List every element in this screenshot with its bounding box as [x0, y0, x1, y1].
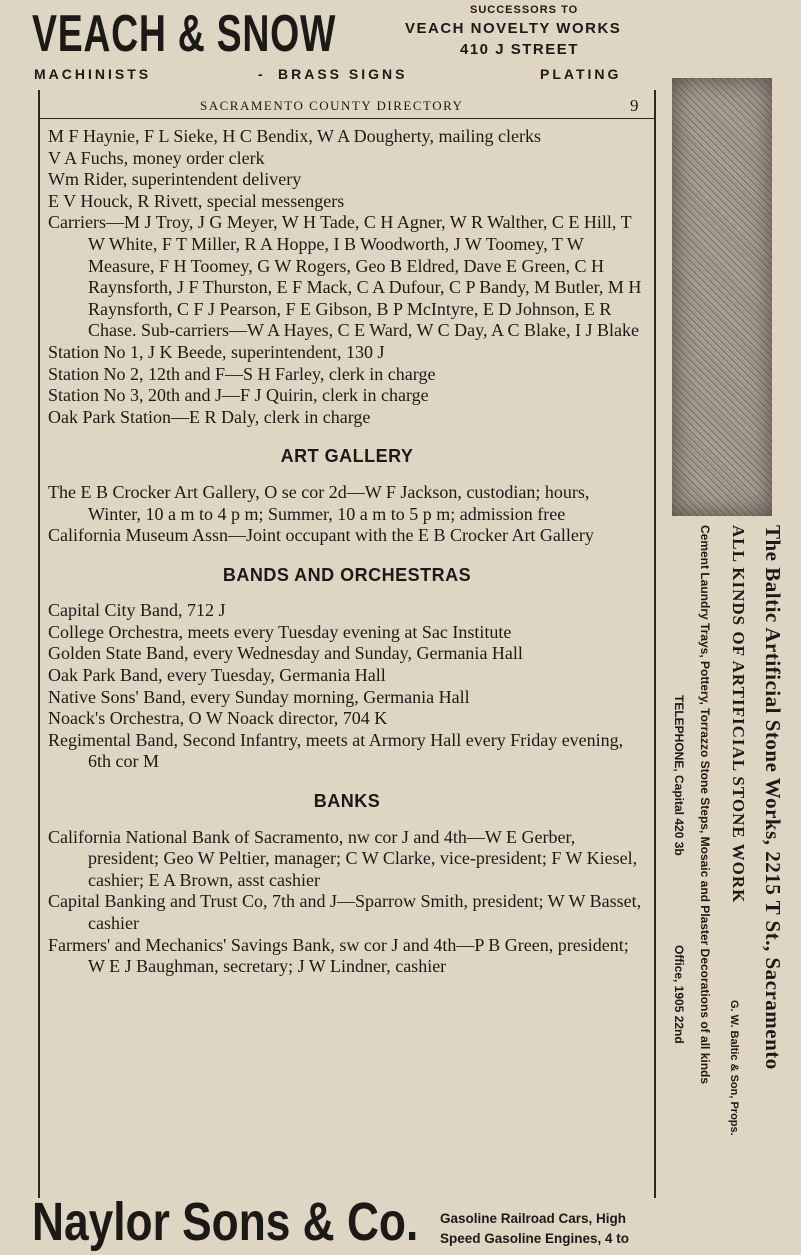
section-heading-banks: BANKS — [313, 791, 381, 812]
side-advertisement — [660, 525, 801, 1215]
directory-entry: California Museum Assn—Joint occupant with the E B Crocker Art Gallery — [48, 525, 594, 546]
directory-entry: Station No 3, 20th and J—F J Quirin, clerk in charge — [48, 385, 429, 406]
bottom-advertisement — [0, 1192, 801, 1255]
ad-gasoline-line-2: Speed Gasoline Engines, 4 to — [440, 1231, 630, 1246]
directory-entry: Farmers' and Mechanics' Savings Bank, sw cor J and 4th—P B Green, president; W E J Baughman, secretary; J W Lindner, cashier — [48, 934, 629, 977]
directory-entry: Oak Park Station—E R Daly, clerk in charge — [48, 406, 371, 427]
ad-street-address: 410 J STREET — [460, 41, 579, 58]
directory-page — [38, 90, 656, 1198]
directory-entry: Oak Park Band, every Tuesday, Germania Hall — [48, 665, 386, 686]
page-number: 9 — [630, 96, 639, 115]
directory-entry: Station No 2, 12th and F—S H Farley, clerk in charge — [48, 363, 436, 384]
ad-brand-naylor: Naylor Sons & Co. — [32, 1192, 419, 1252]
ad-gasoline-line-1: Gasoline Railroad Cars, High — [440, 1211, 627, 1226]
section-heading-art-gallery: ART GALLERY — [280, 446, 414, 467]
section-heading-bands: BANDS AND ORCHESTRAS — [222, 564, 472, 585]
side-ad-telephone: TELEPHONE, Capital 420 3b — [672, 695, 686, 856]
side-ad-stone-work: ALL KINDS OF ARTIFICIAL STONE WORK — [729, 525, 748, 904]
side-ad-products: Cement Laundry Trays, Pottery, Torrazzo Stone Steps, Mosaic and Plaster Decorations of all kinds — [698, 525, 712, 1085]
ad-brass-signs: BRASS SIGNS — [278, 66, 408, 82]
directory-entry: Capital Banking and Trust Co, 7th and J—Sparrow Smith, president; W W Basset, cashier — [48, 891, 642, 933]
directory-entry: Carriers—M J Troy, J G Meyer, W H Tade, C H Agner, W R Walther, C E Hill, T W White, F T Miller, R A Hoppe, I B Woodworth, J W Toomey, T W Measure, F H Toomey, G W Rogers, Geo B Eldred, Dave E Green, C H Raynsforth, J F Thurston, E F Mack, C A Dufour, C P Bandy, M Butler, M H Raynsforth, C F J Pearson, F E Gibson, B P McIntyre, E D Johnson, E R Chase. Sub-carriers—W A Hayes, C E Ward, W C Day, A C Blake, I J Blake — [48, 212, 642, 341]
directory-entry: Golden State Band, every Wednesday and Sunday, Germania Hall — [48, 643, 523, 664]
ad-machinists: MACHINISTS — [34, 66, 152, 82]
directory-entry: College Orchestra, meets every Tuesday evening at Sac Institute — [48, 621, 512, 642]
ad-separator: - — [258, 66, 266, 82]
directory-entry: California National Bank of Sacramento, nw cor J and 4th—W E Gerber, president; Geo W Peltier, manager; C W Clarke, vice-president; F W Kiesel, cashier; E A Brown, asst cashier — [48, 826, 638, 890]
directory-entry: Regimental Band, Second Infantry, meets at Armory Hall every Friday evening, 6th cor M — [48, 729, 624, 772]
directory-body — [48, 126, 646, 978]
ad-plating: PLATING — [540, 66, 622, 82]
ad-brand-veach-snow: VEACH & SNOW — [32, 5, 337, 63]
directory-entry: V A Fuchs, money order clerk — [48, 147, 265, 168]
running-head: SACRAMENTO COUNTY DIRECTORY — [200, 98, 464, 113]
page-header — [40, 94, 654, 116]
ad-gasoline-text — [440, 1209, 629, 1249]
side-ad-company: The Baltic Artificial Stone Works, 2215 T St., Sacramento — [761, 525, 785, 1070]
directory-entry: Wm Rider, superintendent delivery — [48, 169, 302, 190]
directory-entry: Capital City Band, 712 J — [48, 600, 226, 621]
directory-entry: Native Sons' Band, every Sunday morning, Germania Hall — [48, 686, 470, 707]
ad-novelty-works: VEACH NOVELTY WORKS — [405, 20, 622, 37]
side-ad-proprietors: G. W. Baltic & Son, Props. — [728, 1000, 740, 1136]
side-ad-office: Office, 1905 22nd — [672, 945, 686, 1044]
directory-entry: E V Houck, R Rivett, special messengers — [48, 190, 345, 211]
ad-successors-text: SUCCESSORS TO — [470, 4, 579, 16]
directory-entry: Station No 1, J K Beede, superintendent, 130 J — [48, 341, 385, 362]
side-photograph — [672, 78, 772, 516]
directory-entry: Noack's Orchestra, O W Noack director, 704 K — [48, 708, 388, 729]
directory-entry: M F Haynie, F L Sieke, H C Bendix, W A Dougherty, mailing clerks — [48, 126, 541, 146]
directory-entry: The E B Crocker Art Gallery, O se cor 2d—W F Jackson, custodian; hours, Winter, 10 a m to 4 p m; Summer, 10 a m to 5 p m; admission free — [48, 481, 590, 524]
header-rule — [40, 118, 654, 119]
